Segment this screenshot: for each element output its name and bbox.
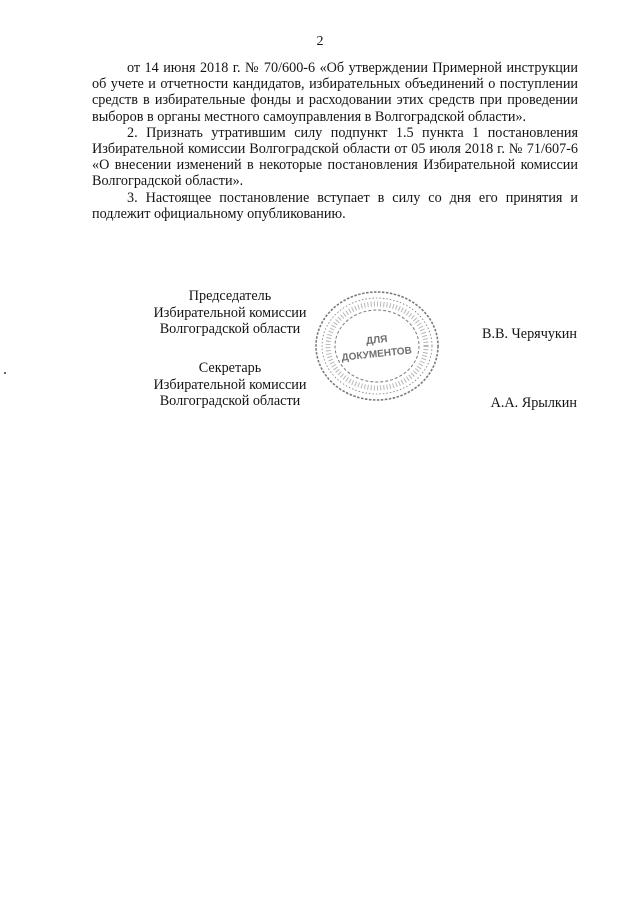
- paragraph-3: 3. Настоящее постановление вступает в силу со дня его принятия и подлежит официальному опубликованию.: [92, 189, 578, 222]
- chairman-title-line: Председатель: [188, 288, 272, 304]
- chairman-title-line: Избирательной комиссии: [153, 304, 307, 321]
- secretary-title-line: Волгоградской области: [159, 393, 301, 409]
- seal-center-text: ДОКУМЕНТОВ: [341, 345, 413, 364]
- paragraph-2: 2. Признать утратившим силу подпункт 1.5 пункта 1 постановления Избирательной комиссии Волгоградской области от 05 июля 2018 г. № 71/607-6 «О внесении изменений в некоторые постановления Избирательной комиссии Волгоградской области».: [92, 124, 578, 190]
- secretary-title-line: Избирательной комиссии: [153, 376, 307, 393]
- chairman-title-line: Волгоградской области: [159, 321, 301, 337]
- margin-mark: [4, 372, 6, 374]
- secretary-name: А.А. Ярылкин: [490, 395, 577, 411]
- paragraph-continuation: от 14 июня 2018 г. № 70/600-6 «Об утверждении Примерной инструкции об учете и отчетности кандидатов, избирательных объединений о поступлении средств в избирательные фонды и расходовании этих средств при проведении выборов в органы местного самоуправления в Волгоградской области».: [92, 60, 578, 125]
- seal-center-text: ДЛЯ: [365, 333, 388, 348]
- chairman-name: В.В. Черячукин: [481, 326, 577, 342]
- page-number: 2: [316, 34, 324, 49]
- seal-stamp-icon: [312, 288, 442, 404]
- secretary-title-line: Секретарь: [198, 360, 262, 376]
